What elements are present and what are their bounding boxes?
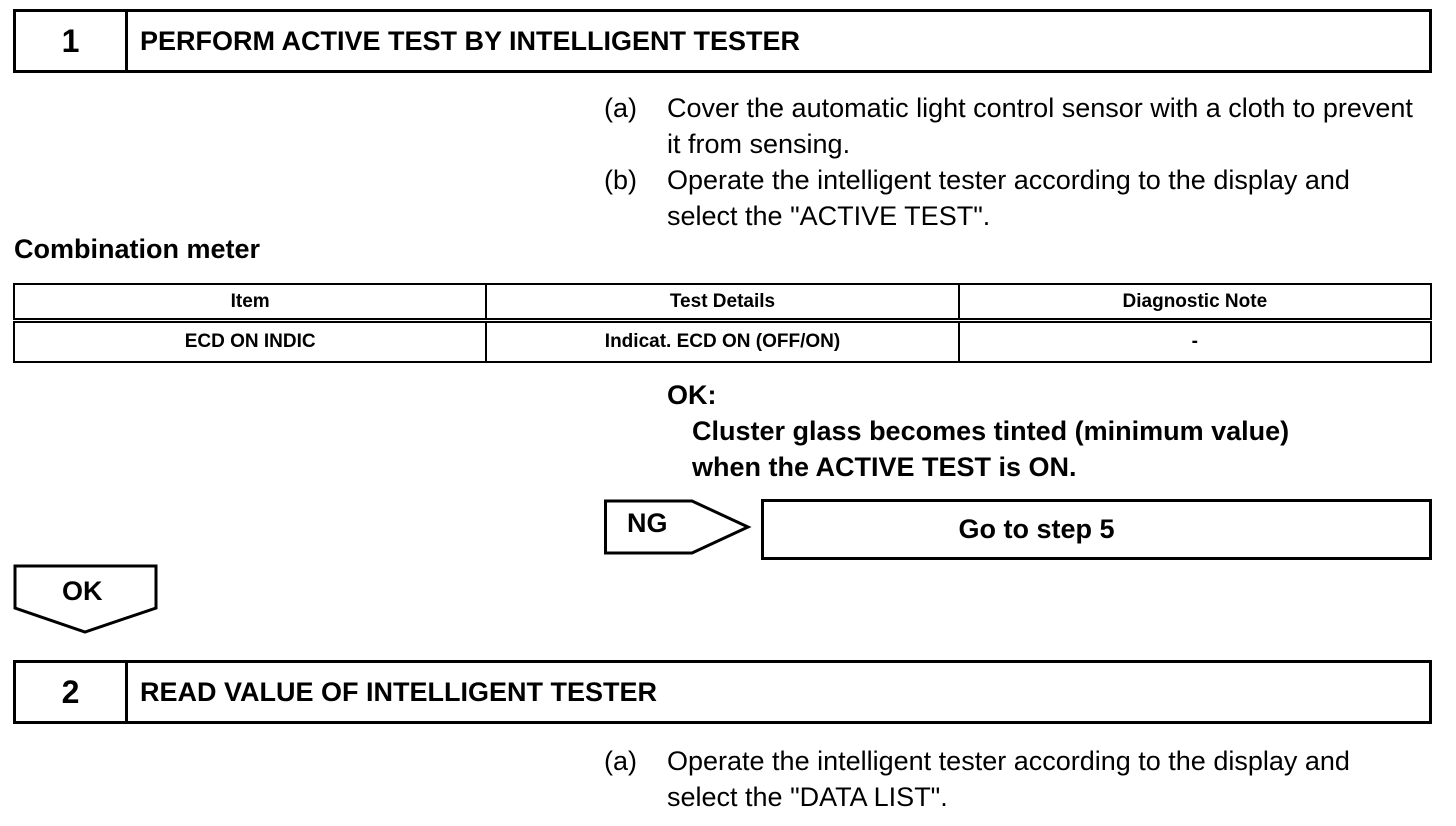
table-cell: -: [959, 321, 1431, 363]
column-header: Item: [14, 284, 486, 321]
instruction-text: Operate the intelligent tester according to the display and select the "ACTIVE TEST".: [667, 165, 1350, 231]
table-row: [14, 321, 1431, 363]
column-header: Diagnostic Note: [959, 284, 1431, 321]
step-title: PERFORM ACTIVE TEST BY INTELLIGENT TESTER: [140, 25, 801, 56]
step-2-instructions: [604, 743, 1424, 815]
table-cell: ECD ON INDIC: [14, 321, 486, 363]
column-header: Test Details: [486, 284, 958, 321]
instruction-item: [604, 743, 1424, 815]
step-1-header: [13, 9, 1432, 73]
table-cell: Indicat. ECD ON (OFF/ON): [486, 321, 958, 363]
instruction-text: Cover the automatic light control sensor with a cloth to prevent it from sensing.: [667, 93, 1413, 159]
instruction-item: [604, 90, 1424, 162]
instruction-letter: (a): [604, 746, 637, 776]
ng-label: NG: [627, 508, 668, 538]
go-to-step-box[interactable]: Go to step 5: [761, 499, 1432, 560]
step-1-instructions: [604, 90, 1424, 234]
instruction-item: [604, 162, 1424, 234]
step-2-header: [13, 660, 1432, 724]
ok-label: OK: [62, 576, 103, 606]
active-test-table: [13, 283, 1432, 363]
step-title: READ VALUE OF INTELLIGENT TESTER: [140, 676, 658, 707]
instruction-letter: (b): [604, 165, 637, 195]
instruction-letter: (a): [604, 93, 637, 123]
section-title: Combination meter: [14, 234, 261, 264]
ok-result-line: when the ACTIVE TEST is ON.: [692, 452, 1077, 482]
step-number: 2: [16, 663, 128, 721]
ok-result-label: OK:: [667, 380, 717, 410]
ok-result: [667, 377, 1289, 485]
ok-result-line: Cluster glass becomes tinted (minimum value): [692, 416, 1290, 446]
step-number: 1: [16, 12, 128, 70]
table-header-row: [14, 284, 1431, 321]
instruction-text: Operate the intelligent tester according to the display and select the "DATA LIST".: [667, 746, 1350, 812]
